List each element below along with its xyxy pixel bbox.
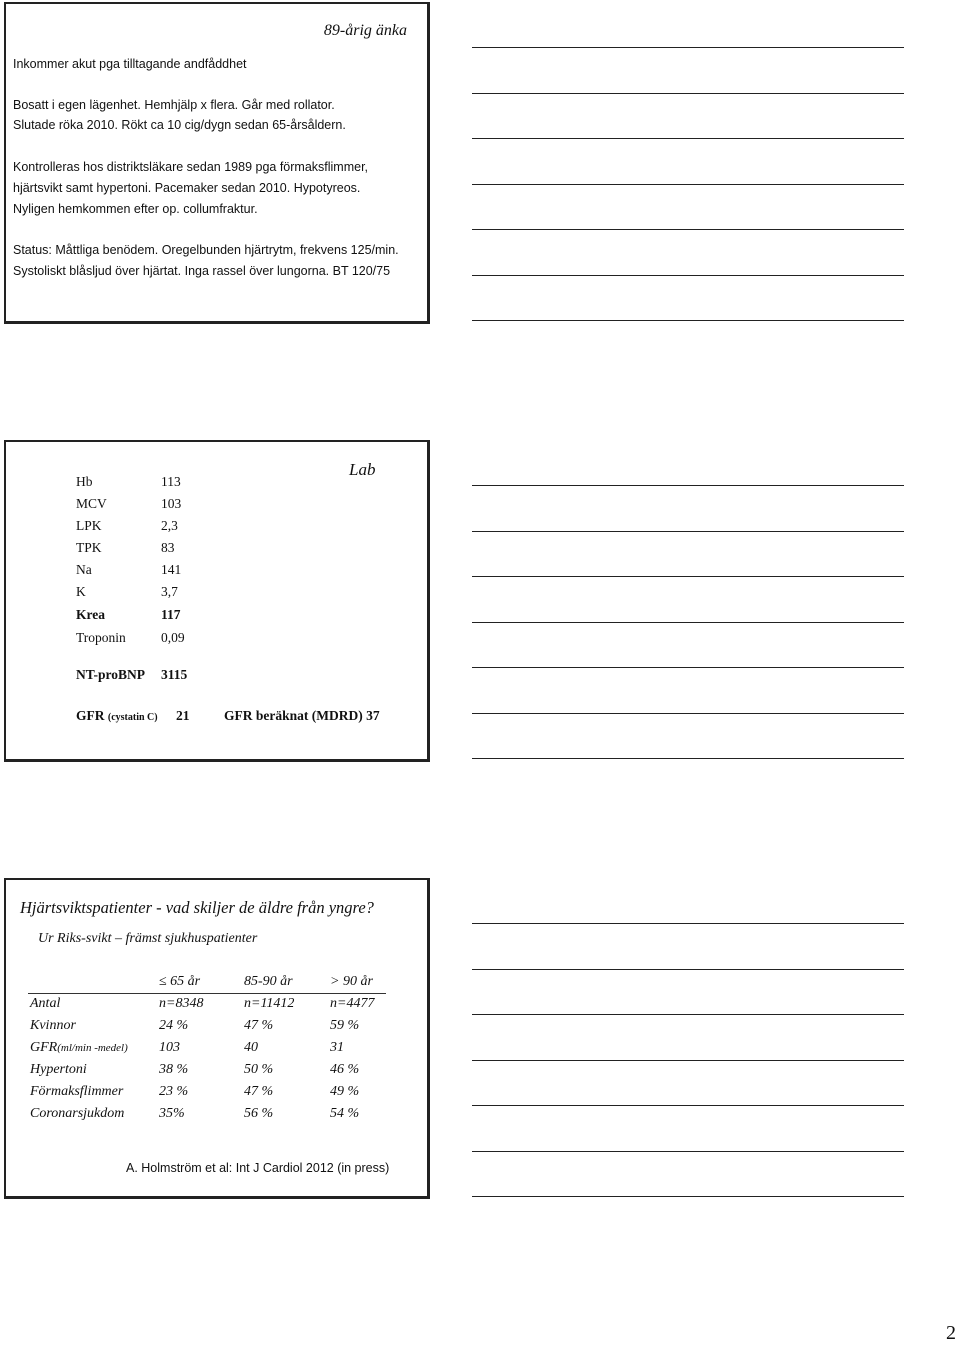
note-line <box>472 1105 904 1106</box>
note-line <box>472 923 904 924</box>
lab-name-ntprobnp: NT-proBNP <box>76 667 146 682</box>
reference-citation: A. Holmström et al: Int J Cardiol 2012 (in press) <box>126 1161 390 1175</box>
lab-value-gfr: 21 <box>176 708 190 723</box>
lab-name-gfr <box>76 708 158 724</box>
table-cell: 50 % <box>244 1062 274 1077</box>
slide-subtitle: Ur Riks-svikt – främst sjukhuspatienter <box>38 931 258 946</box>
table-column-header: ≤ 65 år <box>159 974 201 989</box>
note-line <box>472 1151 904 1152</box>
note-line <box>472 758 904 759</box>
table-row-label <box>30 1106 124 1122</box>
note-line <box>472 622 904 623</box>
note-line <box>472 969 904 970</box>
table-row-label <box>30 1018 76 1034</box>
lab-value: 2,3 <box>161 518 178 533</box>
table-cell: 23 % <box>159 1084 189 1099</box>
table-column-header: 85-90 år <box>244 974 293 989</box>
lab-name: K <box>76 584 86 599</box>
table-cell: 47 % <box>244 1018 274 1033</box>
note-line <box>472 138 904 139</box>
case-text-line: Inkommer akut pga tilltagande andfåddhet <box>13 57 247 71</box>
case-text-line: Status: Måttliga benödem. Oregelbunden hjärtrytm, frekvens 125/min. <box>13 243 399 257</box>
note-line <box>472 1014 904 1015</box>
table-cell: 46 % <box>330 1062 360 1077</box>
table-cell: 54 % <box>330 1106 360 1121</box>
row-label-text: Förmaksflimmer <box>30 1084 124 1099</box>
row-label-text: Kvinnor <box>30 1018 76 1033</box>
table-cell: 40 <box>244 1040 258 1055</box>
gfr-sub-label: (cystatin C) <box>107 712 158 723</box>
case-text-line: Bosatt i egen lägenhet. Hemhjälp x flera. Går med rollator. <box>13 98 335 112</box>
case-text-line: Kontrolleras hos distriktsläkare sedan 1989 pga förmaksflimmer, <box>13 160 369 174</box>
table-cell: 35% <box>159 1106 185 1121</box>
slide-patient-case <box>4 2 430 324</box>
table-cell: n=11412 <box>244 996 295 1011</box>
table-row-label <box>30 1062 87 1078</box>
lab-value: 83 <box>161 540 175 555</box>
row-label-text: GFR <box>30 1040 58 1055</box>
note-line <box>472 320 904 321</box>
note-line <box>472 1060 904 1061</box>
table-header-rule <box>28 993 386 994</box>
lab-value-ntprobnp: 3115 <box>161 667 188 682</box>
lab-value: 103 <box>161 496 182 511</box>
lab-value: 0,09 <box>161 630 185 645</box>
lab-name: Hb <box>76 474 93 489</box>
table-row-label <box>30 996 60 1012</box>
table-row-label <box>30 1040 128 1056</box>
row-label-sub: (ml/min -medel) <box>57 1042 128 1054</box>
page-number: 2 <box>946 1322 956 1344</box>
lab-name: Na <box>76 562 92 577</box>
slide-lab <box>4 440 430 762</box>
row-label-text: Hypertoni <box>30 1062 87 1077</box>
lab-name: MCV <box>76 496 107 511</box>
note-line <box>472 275 904 276</box>
case-text-line: Systoliskt blåsljud över hjärtat. Inga rassel över lungorna. BT 120/75 <box>13 264 391 278</box>
note-line <box>472 713 904 714</box>
table-cell: 49 % <box>330 1084 360 1099</box>
lab-value: 3,7 <box>161 584 178 599</box>
note-line <box>472 47 904 48</box>
note-line <box>472 576 904 577</box>
case-text-line: hjärtsvikt samt hypertoni. Pacemaker sedan 2010. Hypotyreos. <box>13 181 361 195</box>
lab-value: 117 <box>161 607 181 622</box>
table-row-label <box>30 1084 123 1100</box>
row-label-text: Coronarsjukdom <box>30 1106 125 1121</box>
slide-riks-svikt <box>4 878 430 1199</box>
lab-name: TPK <box>76 540 102 555</box>
table-cell: 59 % <box>330 1018 360 1033</box>
lab-value: 113 <box>161 474 181 489</box>
case-text-line: Slutade röka 2010. Rökt ca 10 cig/dygn sedan 65-årsåldern. <box>13 118 346 132</box>
table-cell: 103 <box>159 1040 180 1055</box>
note-line <box>472 485 904 486</box>
note-line <box>472 1196 904 1197</box>
slide-title: Hjärtsviktspatienter - vad skiljer de äldre från yngre? <box>20 898 374 917</box>
lab-name: LPK <box>76 518 102 533</box>
slide-title: 89-årig änka <box>323 22 407 39</box>
note-line <box>472 229 904 230</box>
note-line <box>472 184 904 185</box>
table-cell: 24 % <box>159 1018 189 1033</box>
note-line <box>472 667 904 668</box>
lab-name: Krea <box>76 607 105 622</box>
table-cell: 47 % <box>244 1084 274 1099</box>
row-label-text: Antal <box>30 996 61 1011</box>
gfr-label: GFR <box>76 708 105 723</box>
note-line <box>472 531 904 532</box>
table-cell: n=8348 <box>159 996 204 1011</box>
table-cell: 56 % <box>244 1106 274 1121</box>
lab-name: Troponin <box>76 630 126 645</box>
lab-value: 141 <box>161 562 182 577</box>
note-line <box>472 93 904 94</box>
table-cell: 38 % <box>159 1062 189 1077</box>
slide-title: Lab <box>349 460 376 479</box>
table-cell: 31 <box>330 1040 344 1055</box>
case-text-line: Nyligen hemkommen efter op. collumfraktur. <box>13 202 258 216</box>
lab-gfr-mdrd: GFR beräknat (MDRD) 37 <box>224 708 380 723</box>
table-cell: n=4477 <box>330 996 375 1011</box>
table-column-header: > 90 år <box>330 974 373 989</box>
